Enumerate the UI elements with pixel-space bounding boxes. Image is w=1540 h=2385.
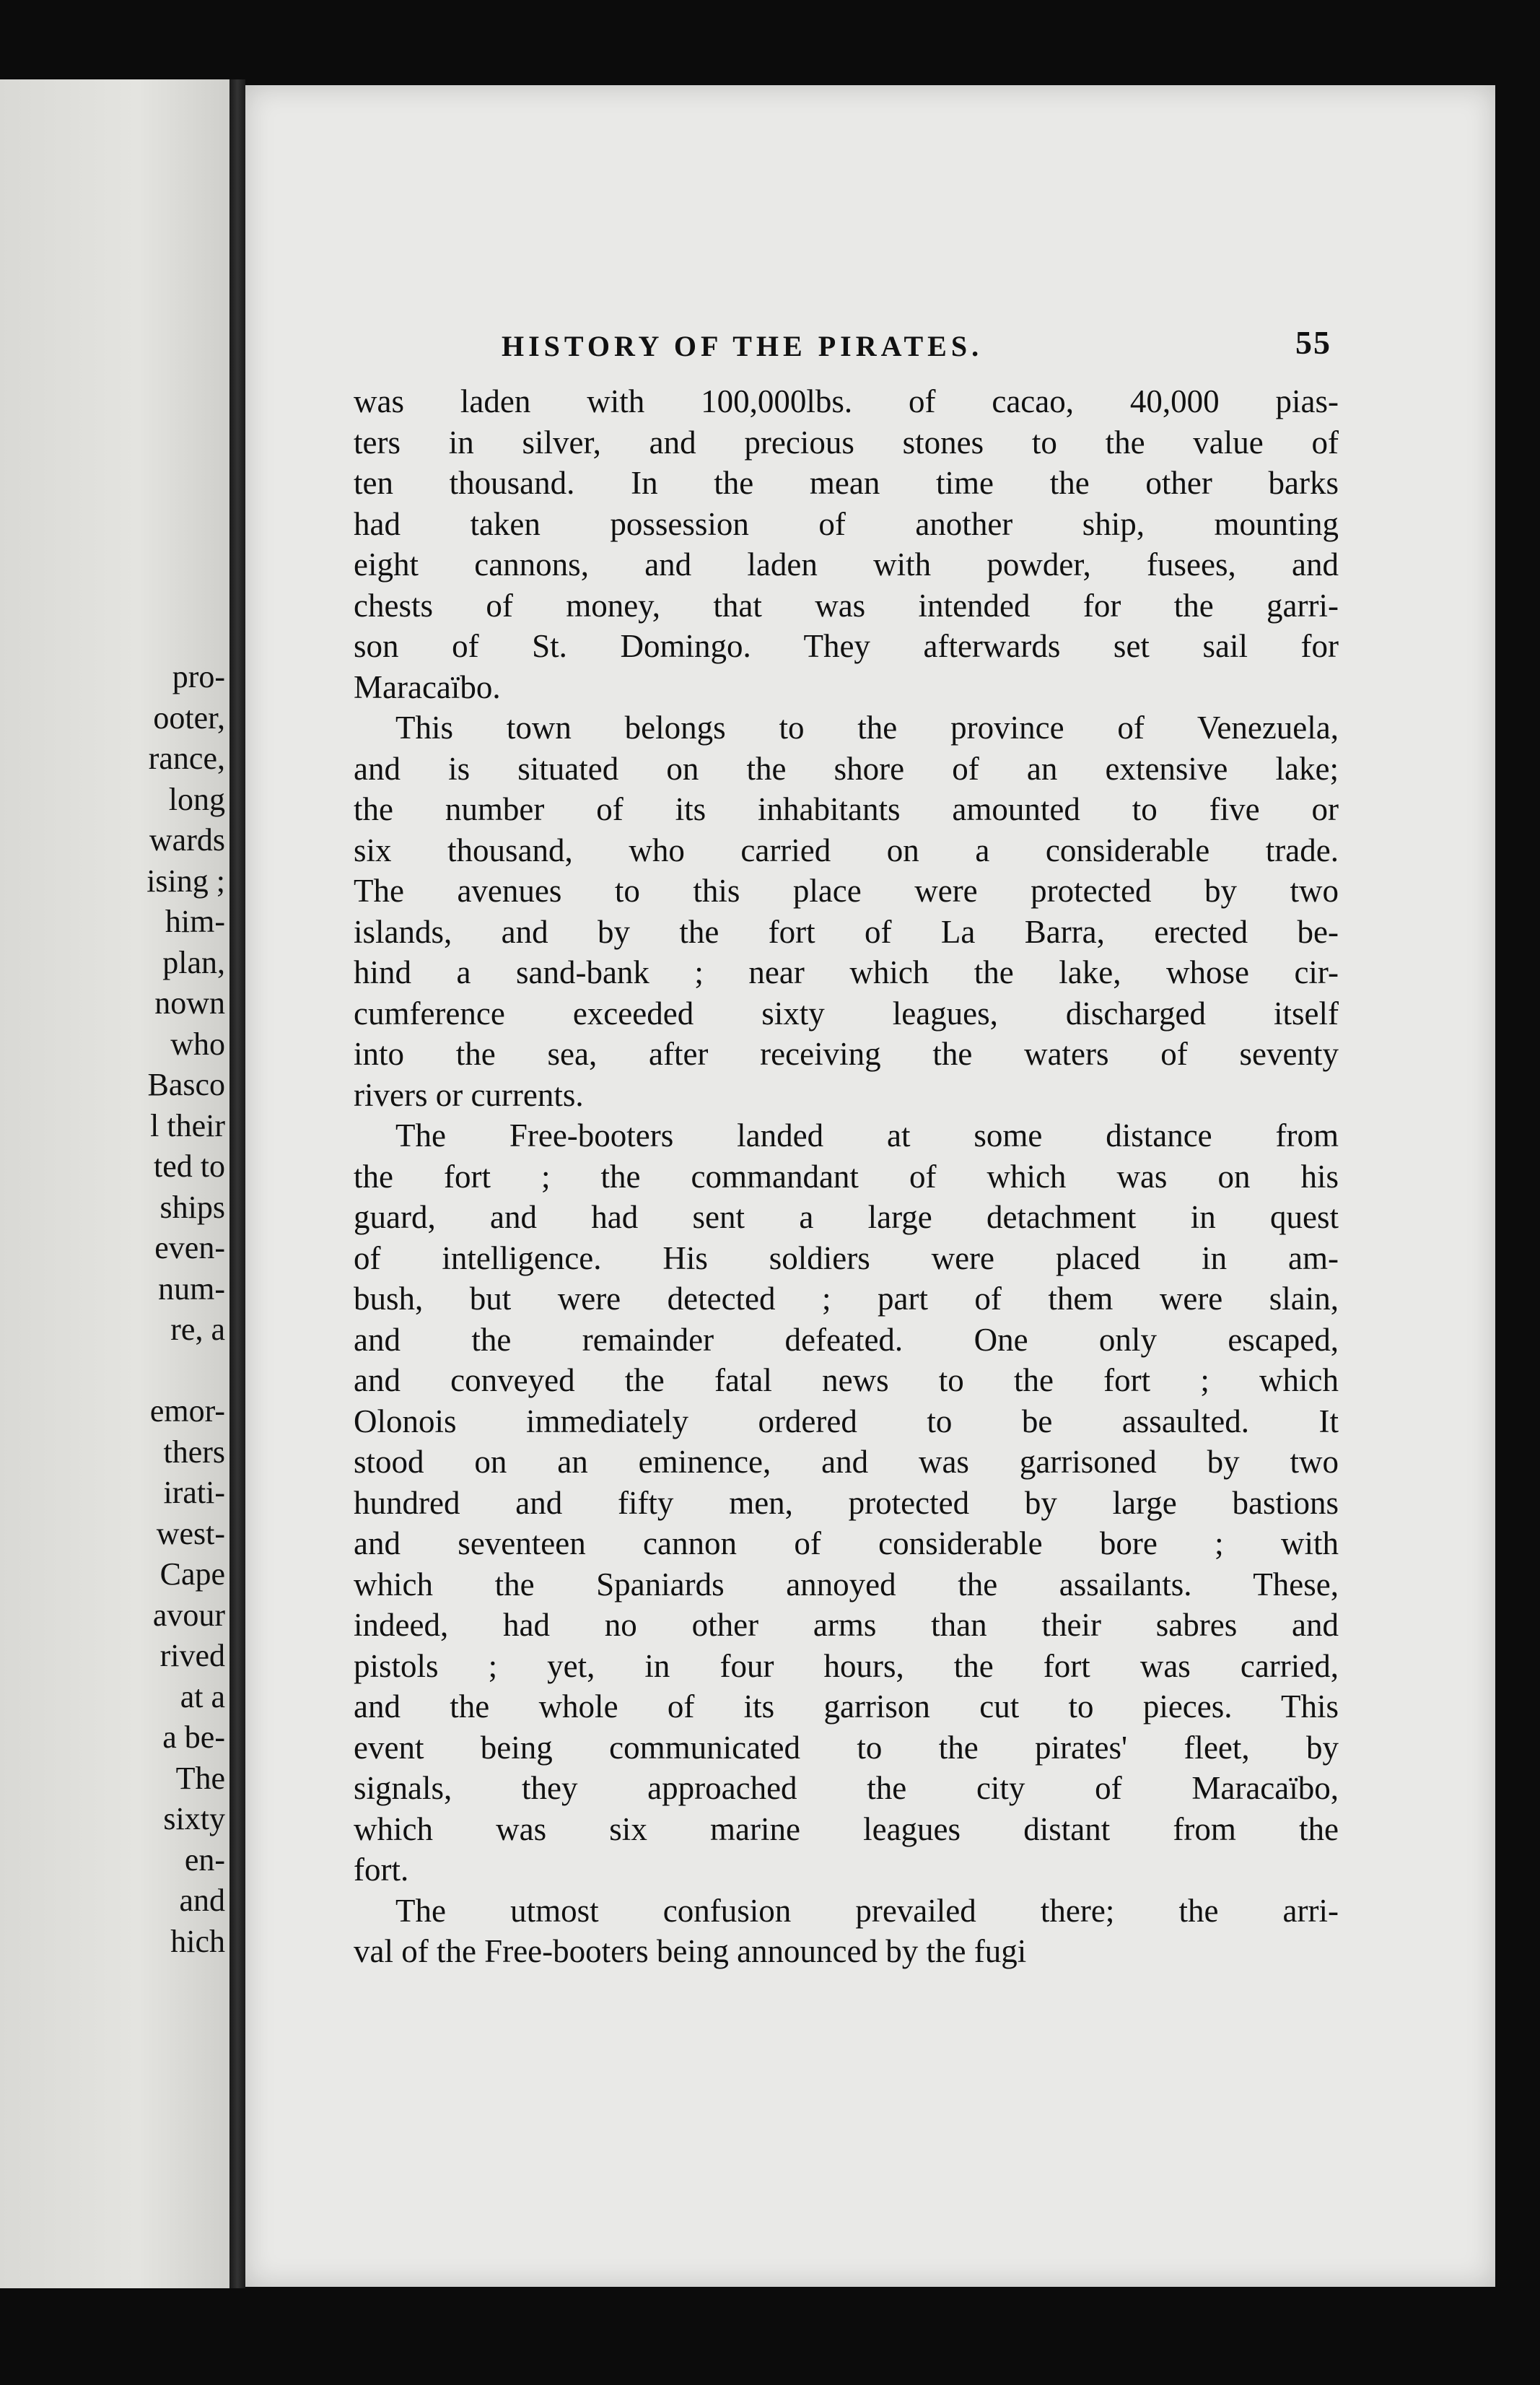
text-line: the fort ; the commandant of which was on his bbox=[354, 1158, 1339, 1195]
text-line: bush, but were detected ; part of them were slain, bbox=[354, 1281, 1339, 1317]
text-line: islands, and by the fort of La Barra, erected be- bbox=[354, 913, 1339, 950]
left-page-fragment: a be- bbox=[162, 1719, 225, 1755]
running-title: HISTORY OF THE PIRATES. bbox=[502, 330, 984, 362]
text-line: This town belongs to the province of Venezuela, bbox=[395, 710, 1339, 746]
text-line: and the whole of its garrison cut to pieces. This bbox=[354, 1688, 1339, 1725]
left-page-fragment: The bbox=[175, 1760, 225, 1796]
text-line: and conveyed the fatal news to the fort ; which bbox=[354, 1362, 1339, 1398]
text-line: fort. bbox=[354, 1852, 409, 1888]
left-page-fragment: who bbox=[170, 1026, 225, 1062]
text-line: six thousand, who carried on a considerable trade. bbox=[354, 832, 1339, 868]
text-line: event being communicated to the pirates' fleet, by bbox=[354, 1729, 1339, 1766]
left-page-fragment: avour bbox=[152, 1597, 225, 1633]
text-line: guard, and had sent a large detachment in quest bbox=[354, 1199, 1339, 1235]
left-page-fragment: l their bbox=[150, 1107, 225, 1143]
text-line: The Free-booters landed at some distance from bbox=[395, 1117, 1339, 1154]
left-page-fragment: rance, bbox=[148, 741, 225, 776]
text-line: signals, they approached the city of Maracaïbo, bbox=[354, 1770, 1339, 1806]
text-line: The avenues to this place were protected by two bbox=[354, 873, 1339, 909]
text-line: into the sea, after receiving the waters of seventy bbox=[354, 1036, 1339, 1072]
text-line: ten thousand. In the mean time the other barks bbox=[354, 465, 1339, 501]
text-line: Maracaïbo. bbox=[354, 668, 501, 705]
text-line: which the Spaniards annoyed the assailants. These, bbox=[354, 1566, 1339, 1603]
page-number: 55 bbox=[1295, 324, 1331, 361]
text-line: son of St. Domingo. They afterwards set sail for bbox=[354, 628, 1339, 664]
left-page-text-fragments bbox=[9, 657, 225, 1962]
left-page-fragment: even- bbox=[154, 1230, 225, 1265]
text-line: hind a sand-bank ; near which the lake, whose cir- bbox=[354, 954, 1339, 990]
text-line: stood on an eminence, and was garrisoned by two bbox=[354, 1444, 1339, 1480]
left-page-fragment bbox=[9, 1351, 225, 1392]
text-line: eight cannons, and laden with powder, fusees, and bbox=[354, 546, 1339, 583]
left-page-fragment: re, a bbox=[170, 1312, 225, 1347]
left-page-fragment: rived bbox=[159, 1638, 225, 1673]
text-line: hundred and fifty men, protected by large bastions bbox=[354, 1484, 1339, 1521]
text-line: cumference exceeded sixty leagues, discharged itself bbox=[354, 995, 1339, 1032]
text-line: The utmost confusion prevailed there; the arri- bbox=[395, 1892, 1339, 1929]
text-line: had taken possession of another ship, mounting bbox=[354, 505, 1339, 542]
left-page-fragment: num- bbox=[158, 1270, 225, 1307]
left-page-fragment: him- bbox=[165, 904, 225, 939]
text-line: of intelligence. His soldiers were placed in am- bbox=[354, 1239, 1339, 1276]
text-line: and is situated on the shore of an extensive lake; bbox=[354, 750, 1339, 787]
left-page-fragment: en- bbox=[184, 1841, 225, 1878]
left-page-fragment: at a bbox=[180, 1678, 225, 1714]
left-page-fragment: irati- bbox=[163, 1475, 225, 1510]
page-header bbox=[354, 323, 1339, 381]
left-page-fragment: ships bbox=[159, 1189, 225, 1225]
left-page-fragment: and bbox=[179, 1883, 225, 1918]
left-page-fragment: plan, bbox=[162, 944, 225, 980]
text-line: the number of its inhabitants amounted to five or bbox=[354, 791, 1339, 827]
text-line: chests of money, that was intended for the garri- bbox=[354, 587, 1339, 624]
text-line: val of the Free-booters being announced by the fugi bbox=[354, 1933, 1027, 1969]
left-page-fragment: ooter, bbox=[153, 699, 225, 736]
left-page-fragment: hich bbox=[170, 1923, 225, 1959]
text-line: was laden with 100,000lbs. of cacao, 40,000 pias- bbox=[354, 383, 1339, 419]
book-page bbox=[245, 85, 1495, 2287]
text-line: pistols ; yet, in four hours, the fort was carried, bbox=[354, 1647, 1339, 1684]
page-text-block bbox=[354, 323, 1339, 1972]
left-page-fragment: west- bbox=[156, 1515, 225, 1551]
left-page-fragment: Basco bbox=[147, 1067, 225, 1102]
left-facing-page bbox=[0, 79, 229, 2288]
text-line: indeed, had no other arms than their sabres and bbox=[354, 1607, 1339, 1643]
text-line: and seventeen cannon of considerable bore ; with bbox=[354, 1525, 1339, 1561]
text-line: rivers or currents. bbox=[354, 1076, 584, 1113]
left-page-fragment: Cape bbox=[159, 1556, 225, 1592]
left-page-fragment: thers bbox=[163, 1434, 225, 1470]
text-line: which was six marine leagues distant from the bbox=[354, 1810, 1339, 1847]
left-page-fragment: ising ; bbox=[146, 863, 225, 899]
text-line: Olonois immediately ordered to be assaulted. It bbox=[354, 1403, 1339, 1439]
page-body bbox=[354, 381, 1339, 1972]
left-page-fragment: wards bbox=[149, 822, 225, 858]
left-page-fragment: sixty bbox=[163, 1801, 225, 1836]
text-line: and the remainder defeated. One only escaped, bbox=[354, 1321, 1339, 1358]
left-page-fragment: nown bbox=[154, 985, 225, 1021]
text-line: ters in silver, and precious stones to the value of bbox=[354, 424, 1339, 461]
left-page-fragment: pro- bbox=[172, 659, 225, 694]
left-page-fragment: emor- bbox=[149, 1393, 225, 1429]
book-gutter bbox=[229, 79, 245, 2288]
left-page-fragment: ted to bbox=[154, 1148, 225, 1184]
left-page-fragment: long bbox=[168, 781, 225, 817]
